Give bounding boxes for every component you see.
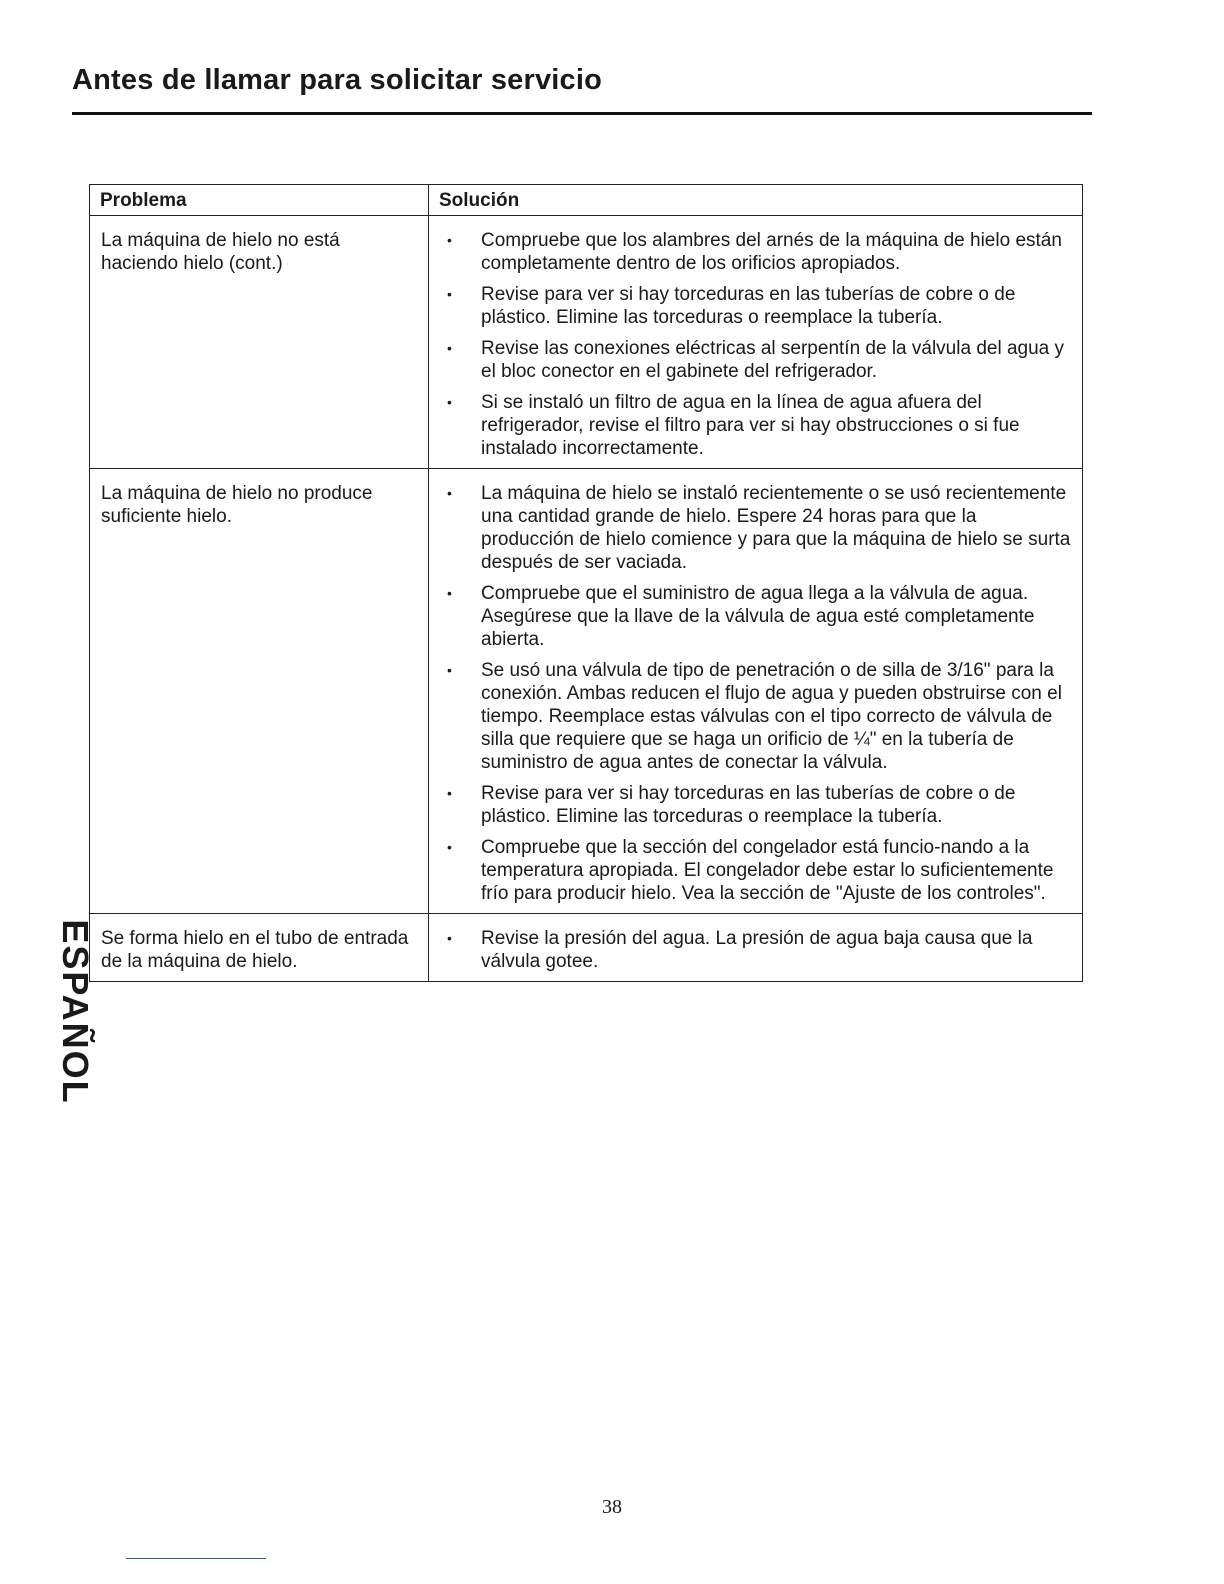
solution-list	[439, 927, 1072, 973]
solution-item: • Revise la presión del agua. La presión de agua baja causa que la válvula gotee.	[447, 928, 1033, 972]
table-row	[90, 914, 1083, 982]
solution-cell	[429, 216, 1083, 469]
language-side-label: ESPAÑOL	[55, 919, 96, 1105]
solution-item: • Compruebe que los alambres del arnés de la máquina de hielo están completamente dentro de los orificios apropiados.	[447, 230, 1062, 274]
problem-cell: Se forma hielo en el tubo de entrada de la máquina de hielo.	[90, 914, 429, 982]
table-row	[90, 216, 1083, 469]
header-solution: Solución	[429, 185, 1083, 216]
bullet-icon: •	[447, 930, 452, 946]
problem-cell: La máquina de hielo no produce suficiente hielo.	[90, 469, 429, 914]
header-problem: Problema	[90, 185, 429, 216]
bullet-icon: •	[447, 785, 452, 801]
bullet-icon: •	[447, 839, 452, 855]
bullet-icon: •	[447, 585, 452, 601]
table-header-row	[90, 185, 1083, 216]
bullet-icon: •	[447, 662, 452, 678]
solution-item: • Si se instaló un filtro de agua en la línea de agua afuera del refrigerador, revise el filtro para ver si hay obstrucciones o si fue instalado incorrectamente.	[447, 392, 1020, 459]
solution-item: • Compruebe que la sección del congelador está funcio-nando a la temperatura apropiada. El congelador debe estar lo suficientemente frío para producir hielo. Vea la sección de "Ajuste de los controles".	[447, 837, 1054, 904]
solution-cell	[429, 914, 1083, 982]
page-number: 38	[602, 1496, 622, 1518]
solution-item: • Se usó una válvula de tipo de penetración o de silla de 3/16" para la conexión. Ambas reducen el flujo de agua y pueden obstruirse con el tiempo. Reemplace estas válvulas con el tipo correcto de válvula de silla que requiere que se haga un orificio de ¼" en la tubería de suministro de agua antes de conectar la válvula.	[447, 660, 1062, 773]
title-divider	[72, 112, 1092, 115]
solution-item: • Revise las conexiones eléctricas al serpentín de la válvula del agua y el bloc conector en el gabinete del refrigerador.	[447, 338, 1064, 382]
bullet-icon: •	[447, 232, 452, 248]
page-title: Antes de llamar para solicitar servicio	[72, 64, 603, 96]
bullet-icon: •	[447, 340, 452, 356]
solution-item: • Revise para ver si hay torceduras en las tuberías de cobre o de plástico. Elimine las torceduras o reemplace la tubería.	[447, 284, 1016, 328]
bullet-icon: •	[447, 286, 452, 302]
solution-item: • Compruebe que el suministro de agua llega a la válvula de agua. Asegúrese que la llave de la válvula de agua esté completamente abierta.	[447, 583, 1035, 650]
solution-list	[439, 482, 1072, 905]
problem-cell: La máquina de hielo no está haciendo hielo (cont.)	[90, 216, 429, 469]
solution-cell	[429, 469, 1083, 914]
table-row	[90, 469, 1083, 914]
bullet-icon: •	[447, 394, 452, 410]
solution-list	[439, 229, 1072, 460]
troubleshooting-table	[89, 184, 1083, 982]
bullet-icon: •	[447, 485, 452, 501]
solution-item: • La máquina de hielo se instaló recientemente o se usó recientemente una cantidad grande de hielo. Espere 24 horas para que la producción de hielo comience y para que la máquina de hielo se surta después de ser vaciada.	[447, 483, 1071, 573]
solution-item: • Revise para ver si hay torceduras en las tuberías de cobre o de plástico. Elimine las torceduras o reemplace la tubería.	[447, 783, 1016, 827]
footer-rule	[126, 1558, 266, 1559]
